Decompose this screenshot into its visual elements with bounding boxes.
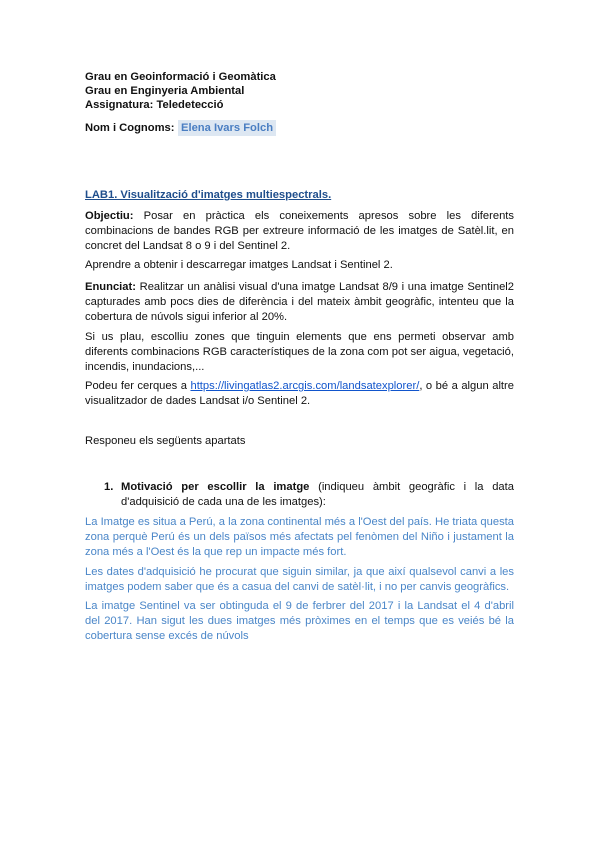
question-1-bold: Motivació per escollir la imatge — [121, 481, 310, 493]
question-1-number: 1. — [104, 481, 114, 493]
enunciat-paragraph — [85, 280, 514, 325]
answer-paragraph-1: La Imatge es situa a Perú, a la zona continental més a l'Oest del país. He triata questa zona perquè Perú és un dels països més afectats pel fenòmen del Niño i justament la zona més a l'Oest és la que rep un impacte més fort. — [85, 516, 514, 558]
subject-line: Assignatura: Teledetecció — [85, 99, 224, 111]
cerques-after: , o bé a algun altre visualitzador de dades Landsat i/o Sentinel 2. — [85, 380, 514, 407]
cerques-paragraph — [85, 379, 514, 409]
degree-geoinformacio: Grau en Geoinformació i Geomàtica — [85, 71, 276, 83]
objectiu-text: Posar en pràctica els coneixements apresos sobre les diferents combinacions de bandes RGB per extreure informació de les imatges de Satèl.lit, en concret del Landsat 8 o 9 i del Sentinel 2. — [85, 210, 515, 252]
landsat-explorer-link[interactable]: https://livingatlas2.arcgis.com/landsatexplorer/ — [190, 380, 420, 392]
answer-paragraph-3: La imatge Sentinel va ser obtinguda el 9 de ferbrer del 2017 i la Landsat el 4 d'abril del 2017. Han sigut les dues imatges més pròximes en el temps que es veiés bé la cobertura sense excés de núvols — [85, 600, 514, 642]
question-1-rest: (indiqueu àmbit geogràfic i la data d'adquisició de cada una de les imatges): — [121, 481, 514, 508]
question-1-text — [121, 480, 514, 510]
name-label: Nom i Cognoms: — [85, 122, 175, 134]
si-us-plau-paragraph: Si us plau, escolliu zones que tinguin elements que ens permeti observar amb diferents combinacions RGB característiques de la zona com pot ser aigua, vegetació, incendis, inundacions,... — [85, 331, 514, 373]
enunciat-label: Enunciat: — [85, 281, 136, 293]
objectiu-label: Objectiu: — [85, 210, 134, 222]
objectiu-paragraph — [85, 209, 514, 254]
name-value: Elena Ivars Folch — [178, 120, 276, 136]
answer-paragraph-2: Les dates d'adquisició he procurat que siguin similar, ja que així qualsevol canvi a les imatges podem saber que és a casua del canvi de satèl·lit, i no per canvis geogràfics. — [85, 566, 514, 593]
enunciat-text: Realitzar un anàlisi visual d'una imatge Landsat 8/9 i una imatge Sentinel2 capturades amb pocs dies de diferència i del mateix àmbit geogràfic, intenteu que la cobertura de núvols sigui inferior al 20%. — [85, 281, 514, 323]
cerques-before: Podeu fer cerques a — [85, 380, 191, 392]
degree-enginyeria: Grau en Enginyeria Ambiental — [85, 85, 245, 97]
aprendre-paragraph: Aprendre a obtenir i descarregar imatges Landsat i Sentinel 2. — [85, 259, 393, 271]
lab-title: LAB1. Visualització d'imatges multiespectrals. — [85, 189, 332, 201]
responeu-paragraph: Responeu els següents apartats — [85, 435, 246, 447]
